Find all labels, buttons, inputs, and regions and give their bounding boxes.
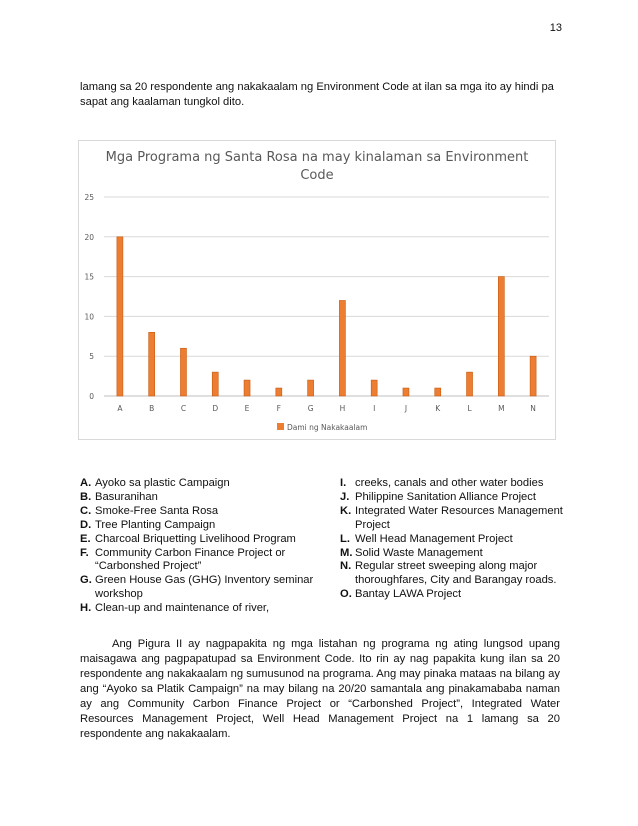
y-tick-label: 5 [89, 352, 94, 362]
program-key-letter: K. [340, 504, 352, 517]
bar [435, 388, 441, 396]
program-key-letter: M. [340, 546, 353, 559]
x-tick-label: K [435, 404, 441, 413]
bar [180, 348, 186, 396]
program-key-item [80, 477, 320, 491]
program-key-text: Smoke-Free Santa Rosa [95, 504, 219, 517]
program-key-letter: J. [340, 490, 350, 503]
program-key-letter: C. [80, 504, 92, 517]
x-tick-label: B [149, 404, 155, 413]
program-key-text: Philippine Sanitation Alliance Project [355, 490, 536, 503]
program-key-text: Charcoal Briquetting Livelihood Program [95, 532, 296, 545]
chart-title: Mga Programa ng Santa Rosa na may kinalaman sa Environment [105, 150, 529, 165]
y-tick-label: 20 [84, 232, 94, 242]
program-key-item [340, 560, 566, 588]
program-key-letter: E. [80, 532, 91, 545]
bar [276, 388, 282, 396]
body-paragraph [80, 637, 560, 742]
bar [212, 372, 218, 396]
program-key-item [340, 505, 566, 533]
x-tick-label: F [276, 404, 281, 413]
program-key-text: Regular street sweeping along major thoroughfares, City and Barangay roads. [355, 560, 557, 587]
chart-canvas [79, 141, 555, 439]
x-tick-label: L [467, 404, 472, 413]
program-key-item [340, 477, 566, 491]
program-key-text: Community Carbon Finance Project or “Carbonshed Project” [95, 546, 286, 573]
x-tick-label: H [339, 404, 346, 413]
program-key-letter: F. [80, 546, 89, 559]
program-key-item [80, 533, 320, 547]
x-tick-label: G [307, 404, 314, 413]
program-key-item [340, 533, 566, 547]
x-tick-label: D [212, 404, 219, 413]
program-key-item [80, 574, 320, 602]
body-paragraph-text: Ang Pigura II ay nagpapakita ng mga listahan ng programa ng ating lungsod upang maisagawa ang pagpapatupad sa Environment Code. Ito rin ay nag papakita kung ilan sa 20 respondente ang nakakaalam ng sumusunod na programa. Ang may pinaka mataas na bilang ay ang “Ayoko sa Platik Campaign” na may bilang na 20/20 samantala ang pinakamababa naman ay ang Community Carbon Finance Project or “Carbonshed Project”, Integrated Water Resources Management Project, Well Head Management Project na 1 lamang sa 20 respondente ang nakakaalam. [80, 638, 560, 740]
legend-swatch [277, 423, 284, 430]
program-key-letter: H. [80, 602, 92, 615]
program-key-text: Green House Gas (GHG) Inventory seminar workshop [95, 574, 314, 601]
program-key-text: Tree Planting Campaign [95, 518, 216, 531]
y-tick-label: 0 [89, 392, 94, 401]
program-key-text: Clean-up and maintenance of river, [95, 602, 270, 615]
program-key-text: Ayoko sa plastic Campaign [95, 477, 230, 489]
x-tick-label: N [530, 404, 536, 413]
program-key-letter: D. [80, 518, 92, 531]
program-key-item [340, 491, 566, 505]
program-key-letter: I. [340, 477, 347, 489]
x-tick-label: A [117, 404, 123, 413]
program-key-item [340, 547, 566, 561]
bar [244, 380, 250, 396]
program-key-text: Integrated Water Resources Management Project [355, 504, 563, 531]
x-tick-label: M [498, 404, 505, 413]
y-tick-label: 25 [84, 193, 94, 202]
program-key-letter: N. [340, 560, 352, 573]
x-tick-label: I [373, 404, 376, 413]
bar [403, 388, 409, 396]
x-tick-label: J [404, 404, 408, 413]
program-key-item [80, 602, 320, 616]
y-tick-label: 10 [84, 312, 94, 322]
bar-chart [78, 140, 556, 440]
program-key-letter: O. [340, 588, 352, 601]
legend-label: Dami ng Nakakaalam [287, 423, 368, 432]
program-key-text: Bantay LAWA Project [355, 588, 462, 601]
program-key-letter: B. [80, 490, 92, 503]
program-key-item [80, 519, 320, 533]
program-key-right-column [340, 477, 566, 602]
program-key-item [80, 547, 320, 575]
program-key-letter: G. [80, 574, 92, 587]
program-key-letter: L. [340, 532, 350, 545]
bar [339, 300, 345, 396]
bar [117, 237, 123, 396]
program-key-text: Basuranihan [95, 490, 158, 503]
intro-paragraph: lamang sa 20 respondente ang nakakaalam ng Environment Code at ilan sa mga ito ay hindi pa sapat ang kaalaman tungkol dito. [80, 81, 554, 108]
y-tick-label: 15 [84, 272, 94, 282]
program-key-letter: A. [80, 477, 92, 489]
bar [149, 332, 155, 396]
bar [371, 380, 377, 396]
bar [308, 380, 314, 396]
program-key-left-column [80, 477, 320, 616]
program-key-text: Solid Waste Management [355, 546, 483, 559]
x-tick-label: E [244, 404, 250, 413]
chart-title-line2: Code [300, 168, 334, 183]
program-key-item [80, 491, 320, 505]
bar [530, 356, 536, 396]
page-number: 13 [549, 22, 562, 34]
program-key-text: creeks, canals and other water bodies [355, 477, 544, 489]
program-key-text: Well Head Management Project [355, 532, 513, 545]
program-key-item [80, 505, 320, 519]
bar [498, 277, 504, 396]
bar [467, 372, 473, 396]
x-tick-label: C [180, 404, 187, 413]
program-key-item [340, 588, 566, 602]
